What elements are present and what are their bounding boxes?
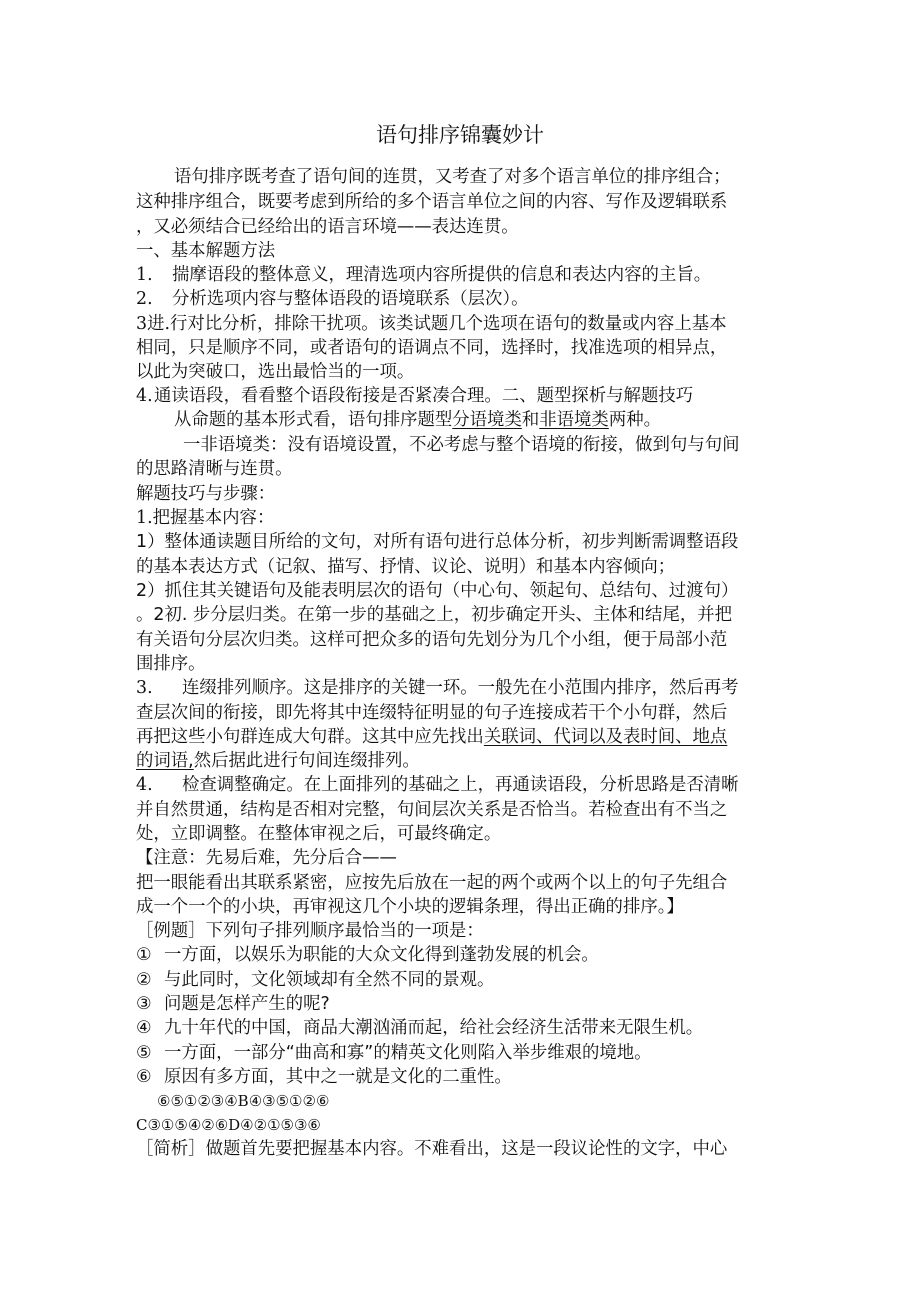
- note-line: 【注意：先易后难，先分后合——: [136, 848, 397, 868]
- list-item: 4.通读语段，看看整个语段衔接是否紧凑合理。二、题型探析与解题技巧: [136, 386, 694, 406]
- note-line: 成一个一个的小块，再审视这几个小块的逻辑条理，得出正确的排序。】: [136, 897, 684, 917]
- paragraph-line: 1）整体通读题目所给的文句，对所有语句进行总体分析，初步判断需调整语段: [136, 532, 739, 552]
- paragraph-line: 查层次间的衔接，即先将其中连缀特征明显的句子连接成若干个小句群，然后: [136, 703, 728, 723]
- list-item: 3. 连缀排列顺序。这是排序的关键一环。一般先在小范围内排序，然后再考: [136, 678, 739, 698]
- intro-line: 语句排序既考查了语句间的连贯，又考查了对多个语言单位的排序组合；: [174, 167, 731, 187]
- subheading: 解题技巧与步骤：: [136, 484, 276, 504]
- section-heading: 一、基本解题方法: [136, 241, 276, 261]
- list-item: 1. 揣摩语段的整体意义，理清选项内容所提供的信息和表达内容的主旨。: [136, 265, 712, 285]
- example-prompt: ［例题］下列句子排列顺序最恰当的一项是：: [136, 921, 484, 941]
- intro-line: ，又必须结合已经给出的语言环境——表达连贯。: [136, 217, 519, 237]
- list-item: 1.把握基本内容：: [136, 508, 275, 528]
- analysis-line: ［简析］做题首先要把握基本内容。不难看出，这是一段议论性的文字，中心: [136, 1139, 728, 1159]
- list-item: 4. 检查调整确定。在上面排列的基础之上，再通读语段，分析思路是否清晰: [136, 775, 739, 795]
- paragraph-line: 有关语句分层次归类。这样可把众多的语句先划分为几个小组，便于局部小范: [136, 630, 728, 650]
- paragraph-line: 处，立即调整。在整体审视之后，可最终确定。: [136, 824, 502, 844]
- paragraph-line: 的词语,然后据此进行句间连缀排列。: [136, 751, 420, 771]
- intro-line: 这种排序组合，既要考虑到所给的多个语言单位之间的内容、写作及逻辑联系: [136, 192, 728, 212]
- list-item-cont: 相同，只是顺序不同，或者语句的语调点不同，选择时，找准选项的相异点，: [136, 338, 728, 358]
- list-item: 3进.行对比分析，排除干扰项。该类试题几个选项在语句的数量或内容上基本: [136, 314, 727, 334]
- paragraph-line: 2）抓住其关键语句及能表明层次的语句（中心句、领起句、总结句、过渡句）: [136, 581, 739, 601]
- list-item-cont: 以此为突破口，选出最恰当的一项。: [136, 362, 415, 382]
- list-item: ① 一方面，以娱乐为职能的大众文化得到蓬勃发展的机会。: [136, 945, 599, 965]
- list-item: 2. 分析选项内容与整体语段的语境联系（层次）。: [136, 289, 529, 309]
- paragraph-line: 一非语境类：没有语境设置，不必考虑与整个语境的衔接，做到句与句间: [183, 435, 740, 455]
- paragraph-line: 围排序。: [136, 654, 206, 674]
- paragraph-line: 的思路清晰与连贯。: [136, 459, 293, 479]
- page-title: 语句排序锦囊妙计: [376, 123, 544, 147]
- answer-options: ⑥⑤①②③④B④③⑤①②⑥: [157, 1092, 330, 1110]
- list-item: ② 与此同时，文化领域却有全然不同的景观。: [136, 970, 495, 990]
- paragraph-line: 的基本表达方式（记叙、描写、抒情、议论、说明）和基本内容倾向；: [136, 557, 676, 577]
- paragraph-line: 从命题的基本形式看，语句排序题型分语境类和非语境类两种。: [174, 410, 662, 430]
- paragraph-line: 并自然贯通，结构是否相对完整，句间层次关系是否恰当。若检查出有不当之: [136, 800, 728, 820]
- list-item: ③ 问题是怎样产生的呢?: [136, 994, 330, 1014]
- note-line: 把一眼能看出其联系紧密，应按先后放在一起的两个或两个以上的句子先组合: [136, 873, 728, 893]
- answer-options: C③①⑤④②⑥D④②①⑤③⑥: [136, 1116, 321, 1134]
- paragraph-line: 。2初. 步分层归类。在第一步的基础之上，初步确定开头、主体和结尾，并把: [136, 605, 733, 625]
- list-item: ④ 九十年代的中国，商品大潮汹涌而起，给社会经济生活带来无限生机。: [136, 1018, 704, 1038]
- list-item: ⑥ 原因有多方面，其中之一就是文化的二重性。: [136, 1067, 512, 1087]
- paragraph-line: 再把这些小句群连成大句群。这其中应先找出关联词、代词以及表时间、地点: [136, 727, 728, 747]
- list-item: ⑤ 一方面，一部分“曲高和寡”的精英文化则陷入举步维艰的境地。: [136, 1043, 652, 1063]
